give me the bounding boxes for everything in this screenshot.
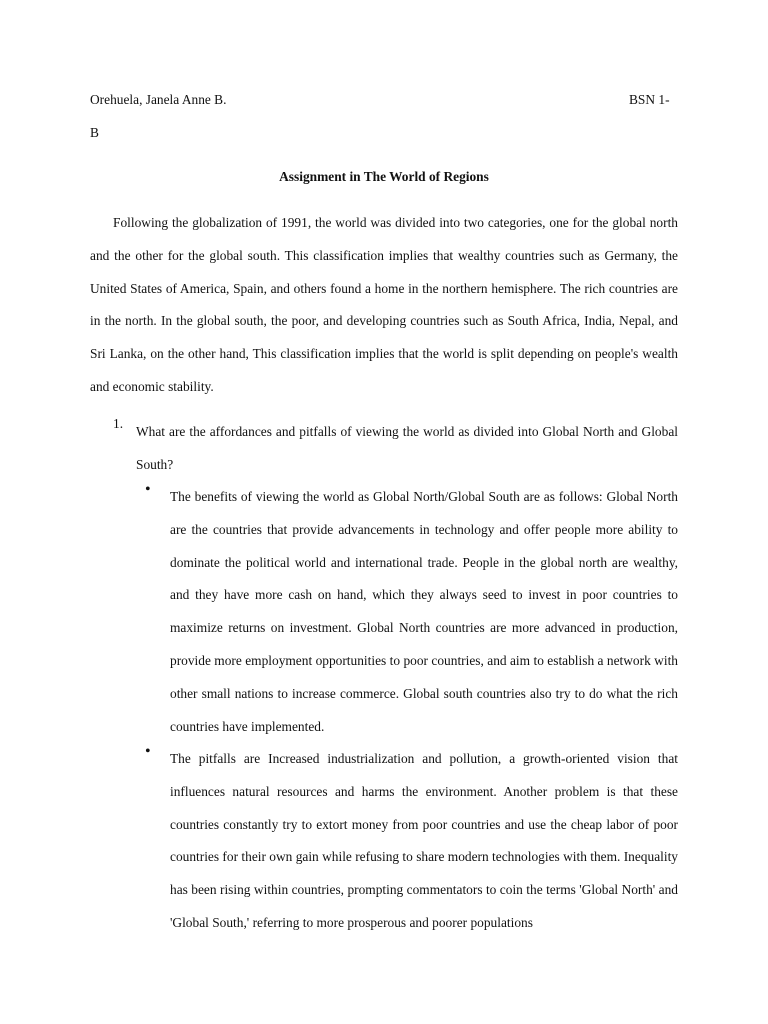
- document-header: [90, 92, 670, 112]
- bullet-text: The benefits of viewing the world as Global North/Global South are as follows: Global North are the countries that provide advancements in technology and offer people more ability to dominate the political world and international trade. People in the global north are wealthy, and they have more cash on hand, which they always seed to invest in poor countries to maximize returns on investment. Global North countries are more advanced in production, provide more employment opportunities to poor countries, and aim to establish a network with other small nations to increase commerce. Global south countries also try to do what the rich countries have implemented.: [170, 489, 678, 734]
- intro-paragraph: Following the globalization of 1991, the world was divided into two categories, one for the global north and the other for the global south. This classification implies that wealthy countries such as Germany, the United States of America, Spain, and others found a home in the northern hemisphere. The rich countries are in the north. In the global south, the poor, and developing countries such as South Africa, India, Nepal, and Sri Lanka, on the other hand, This classification implies that the world is split depending on people's wealth and economic stability.: [90, 215, 678, 394]
- course-section: BSN 1-: [629, 92, 670, 107]
- course-section-continued: B: [90, 125, 99, 140]
- bullet-icon: •: [145, 481, 151, 498]
- question-number: 1.: [113, 416, 124, 431]
- question-text: What are the affordances and pitfalls of viewing the world as divided into Global North and Global South?: [136, 424, 678, 472]
- bullet-text: The pitfalls are Increased industrialization and pollution, a growth-oriented vision that influences natural resources and harms the environment. Another problem is that these countries constantly try to extort money from poor countries and use the cheap labor of poor countries for their own gain while refusing to share modern technologies with them. Inequality has been rising within countries, prompting commentators to coin the terms 'Global North' and 'Global South,' referring to more prosperous and poorer populations: [170, 751, 678, 930]
- author-name: Orehuela, Janela Anne B.: [90, 92, 227, 107]
- bullet-icon: •: [145, 743, 151, 760]
- document-title: Assignment in The World of Regions: [279, 169, 489, 184]
